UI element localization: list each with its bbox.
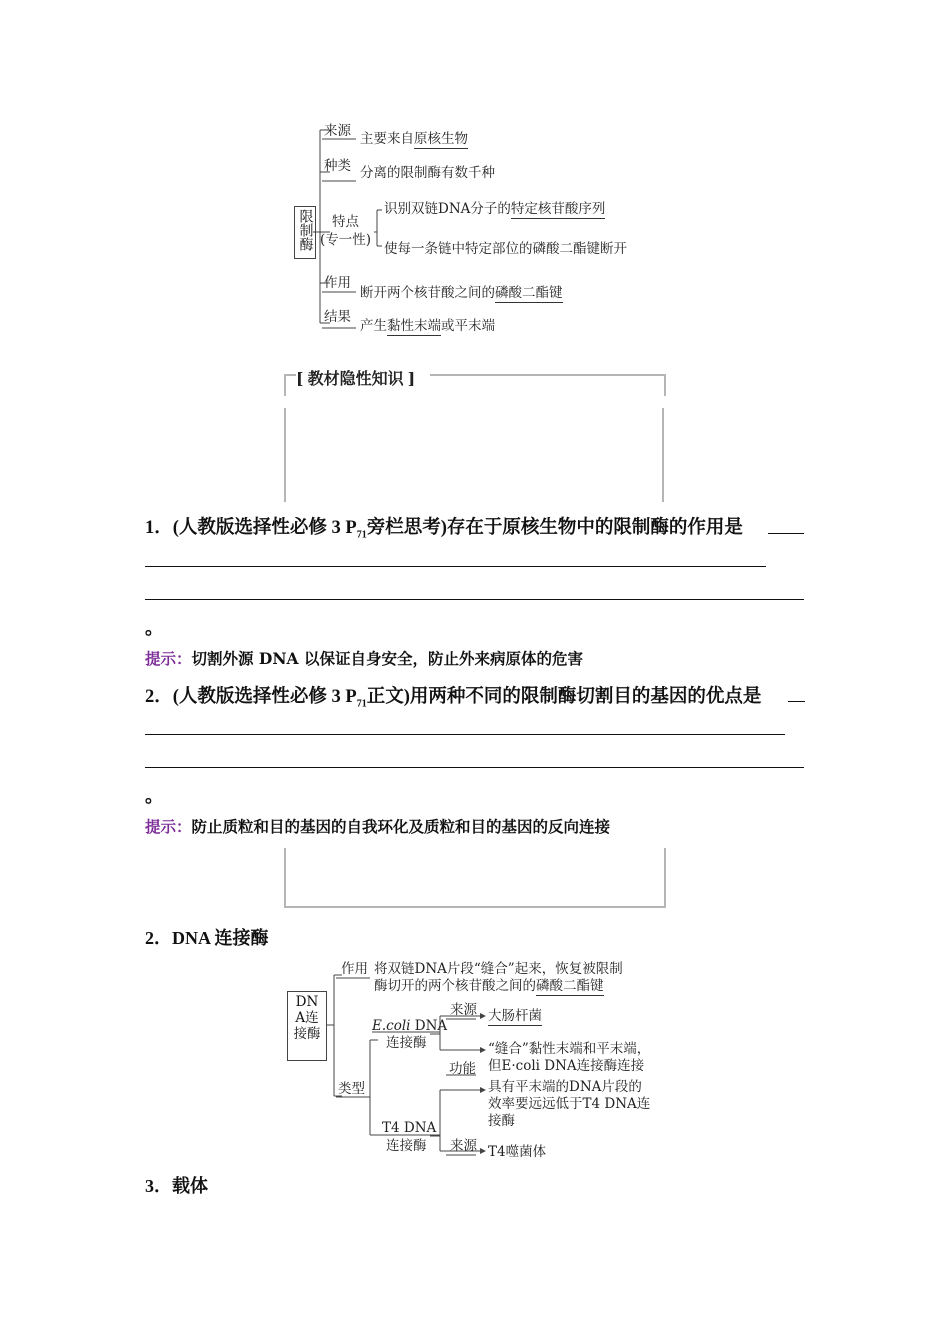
knowledge-box-title: [ 教材隐性知识 ]: [296, 369, 416, 388]
t4-ligase-name: T4 DNA: [382, 1120, 437, 1136]
q1-suffix: 旁栏思考)存在于原核生物中的限制酶的作用是: [366, 518, 743, 538]
q2-prefix: (人教版选择性必修 3 P: [172, 687, 357, 707]
t4-function-3: 接酶: [488, 1113, 515, 1129]
hint-2-text: 防止质粒和目的基因的自我环化及质粒和目的基因的反向连接: [191, 817, 611, 836]
text-kind: 分离的限制酶有数千种: [360, 165, 495, 181]
label-ligase-func2: 功能: [449, 1061, 476, 1077]
hint-1-label: 提示：: [145, 649, 192, 668]
ecoli-function-2: 但E·coli DNA连接酶连接: [488, 1058, 645, 1074]
q2-suffix: 正文)用两种不同的限制酶切割目的基因的优点是: [366, 687, 762, 707]
label-feature: 特点: [332, 214, 359, 230]
t4-source: T4噬菌体: [488, 1144, 547, 1160]
q2-number: 2．: [145, 687, 173, 707]
t4-function-2: 效率要远远低于T4 DNA连: [488, 1096, 651, 1112]
label-t4-source: 来源: [450, 1138, 477, 1154]
q1-prefix: (人教版选择性必修 3 P: [172, 518, 357, 538]
hint-2-label: 提示：: [145, 817, 192, 836]
t4-function-1: 具有平末端的DNA片段的: [488, 1079, 642, 1095]
ecoli-function-1: “缝合”黏性末端和平末端，: [488, 1041, 651, 1057]
ligase-function-text-2: 酶切开的两个核苷酸之间的磷酸二酯键: [374, 978, 604, 994]
label-feature-sub: (专一性): [320, 232, 372, 248]
q1-end: 。: [145, 619, 164, 639]
label-ligase-type: 类型: [338, 1081, 365, 1097]
ecoli-source: [488, 1008, 542, 1024]
diagram2-root: DNA连接酶: [293, 994, 321, 1042]
hint-1-text: 切割外源 DNA 以保证自身安全，防止外来病原体的危害: [191, 649, 583, 668]
section-3-heading: 3．载体: [145, 1176, 208, 1196]
q2-sub: 71: [356, 698, 367, 710]
text-feature-1: 识别双链DNA分子的特定核苷酸序列: [384, 201, 606, 217]
label-result: 结果: [324, 309, 351, 325]
label-ecoli-source: 来源: [450, 1002, 477, 1018]
t4-ligase-name-2: 连接酶: [386, 1138, 427, 1154]
ecoli-ligase-name-2: 连接酶: [386, 1035, 427, 1051]
text-function: 断开两个核苷酸之间的磷酸二酯键: [360, 285, 563, 301]
knowledge-box-title-text: 教材隐性知识: [307, 369, 404, 388]
ligase-function-text-1: 将双链DNA片段“缝合”起来，恢复被限制: [374, 961, 623, 977]
section-2-heading: 2．DNA 连接酶: [145, 928, 269, 948]
q2-end: 。: [145, 787, 164, 807]
ecoli-source-text: 大肠杆菌: [488, 1008, 542, 1024]
label-kind: 种类: [324, 158, 351, 174]
ecoli-ligase-name: E.coli DNA: [372, 1018, 448, 1034]
text-feature-2: 使每一条链中特定部位的磷酸二酯键断开: [384, 241, 627, 257]
q1-number: 1．: [145, 518, 173, 538]
text-result: 产生黏性末端或平末端: [360, 318, 495, 334]
text-source: 主要来自原核生物: [360, 131, 468, 147]
q1-sub: 71: [356, 529, 367, 541]
diagram1-root: 限制酶: [297, 209, 314, 251]
label-source: 来源: [324, 123, 351, 139]
label-function: 作用: [324, 275, 351, 291]
label-ligase-function: 作用: [341, 961, 368, 977]
